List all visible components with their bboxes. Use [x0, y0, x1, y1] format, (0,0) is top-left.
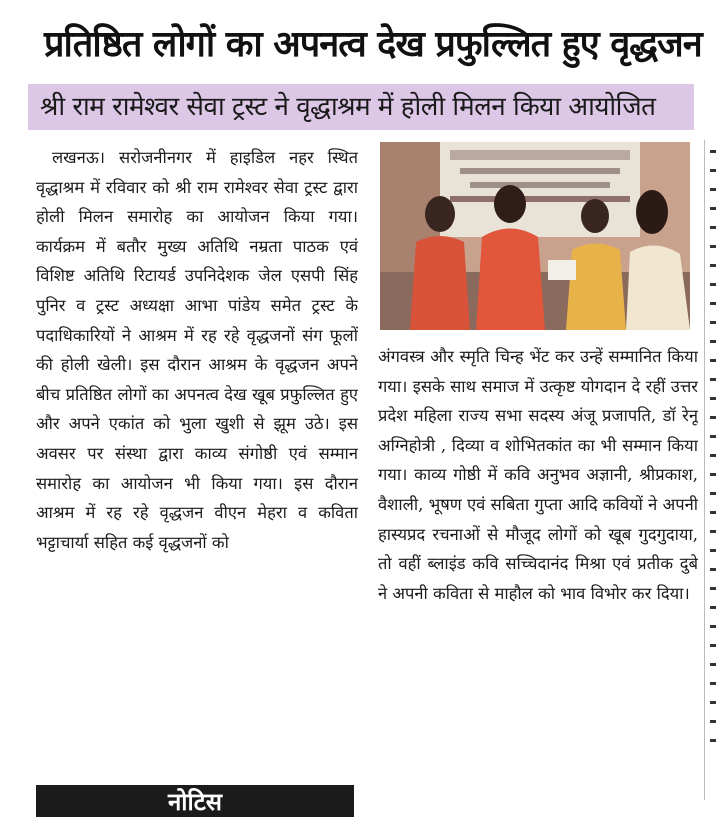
event-photo-illustration [380, 142, 690, 330]
article-column-right [378, 342, 698, 797]
headline: प्रतिष्ठित लोगों का अपनत्व देख प्रफुल्लित हुए वृद्धजन [44, 24, 702, 65]
column-divider [704, 140, 705, 800]
article-paragraph-right: अंगवस्त्र और स्मृति चिन्ह भेंट कर उन्हें सम्मानित किया गया। इसके साथ समाज में उत्कृष्ट योगदान दे रहीं उत्तर प्रदेश महिला राज्य सभा सदस्य अंजू प्रजापति, डॉ रेनू अग्निहोत्री , दिव्या व शोभितकांत का भी सम्मान किया गया। काव्य गोष्ठी में कवि अनुभव अज्ञानी, श्रीप्रकाश, वैशाली, भूषण एवं सबिता गुप्ता आदि कवियों ने अपनी हास्यप्रद रचनाओं से मौजूद लोगों को खूब गुदगुदाया, तो वहीं ब्लाइंड कवि सच्चिदानंद मिश्रा एवं प्रतीक दुबे ने अपनी कविता से माहौल को भाव विभोर कर दिया। [378, 347, 698, 603]
article-column-left [36, 143, 358, 763]
event-photo [380, 142, 690, 330]
adjacent-column-edge [708, 150, 720, 790]
article-paragraph-left: लखनऊ। सरोजनीनगर में हाइडिल नहर स्थित वृद्धाश्रम में रविवार को श्री राम रामेश्वर सेवा ट्रस्ट द्वारा होली मिलन समारोह का आयोजन किया गया। कार्यक्रम में बतौर मुख्य अतिथि नम्रता पाठक एवं विशिष्ट अतिथि रिटायर्ड उपनिदेशक जेल एसपी सिंह पुनिर व ट्रस्ट अध्यक्षा आभा पांडेय समेत ट्रस्ट के पदाधिकारियों ने आश्रम में रह रहे वृद्धजनों संग फूलों की होली खेली। इस दौरान आश्रम के वृद्धजन अपने बीच प्रतिष्ठित लोगों का अपनत्व देख खूब प्रफुल्लित हुए और अपने एकांत को भुला खुशी से झूम उठे। इस अवसर पर संस्था द्वारा काव्य संगोष्ठी एवं सम्मान समारोह का आयोजन भी किया गया। इस दौरान आश्रम में रह रहे वृद्धजन वीएन मेहरा व कविता भट्टाचार्या सहित कई वृद्धजनों को [36, 148, 358, 552]
notice-heading: नोटिस [167, 788, 223, 816]
subheadline: श्री राम रामेश्वर सेवा ट्रस्ट ने वृद्धाश्रम में होली मिलन किया आयोजित [40, 92, 656, 122]
